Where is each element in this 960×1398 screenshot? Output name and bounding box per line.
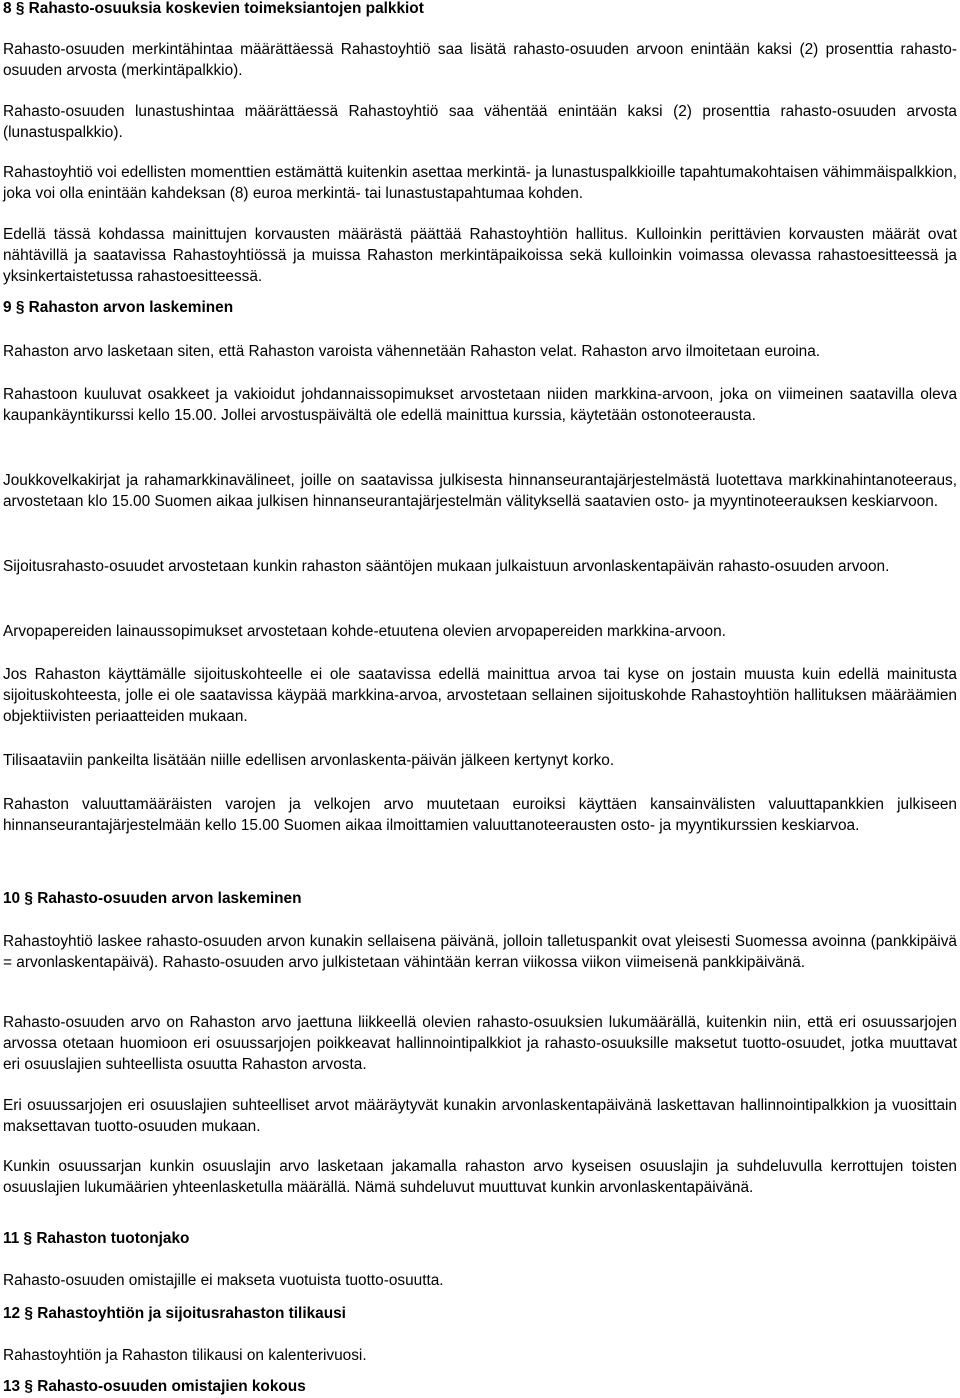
section-heading: 13 § Rahasto-osuuden omistajien kokous [3,1378,306,1395]
paragraph: Rahaston valuuttamääräisten varojen ja velkojen arvo muutetaan euroiksi käyttäen kansainvälisten valuuttapankkien julkiseen hinnanseurantajärjestelmään kello 15.00 Suomen aikaa ilmoittamien valuuttanoteerausten osto- ja myyntikurssien keskiarvoa. [3,796,957,834]
paragraph: Arvopapereiden lainaussopimukset arvostetaan kohde-etuutena olevien arvopapereiden markkina-arvoon. [3,623,726,640]
paragraph: Rahastoyhtiö laskee rahasto-osuuden arvon kunakin sellaisena päivänä, jolloin talletuspankit ovat yleisesti Suomessa avoinna (pankkipäivä = arvonlaskentapäivä). Rahasto-osuuden arvo julkistetaan vähintään kerran viikossa viikon viimeisenä pankkipäivänä. [3,933,957,971]
section-heading: 9 § Rahaston arvon laskeminen [3,299,234,316]
paragraph: Sijoitusrahasto-osuudet arvostetaan kunkin rahaston sääntöjen mukaan julkaistuun arvonlaskentapäivän rahasto-osuuden arvoon. [3,558,890,575]
paragraph: Rahasto-osuuden omistajille ei makseta vuotuista tuotto-osuutta. [3,1272,444,1289]
paragraph: Edellä tässä kohdassa mainittujen korvausten määrästä päättää Rahastoyhtiön hallitus. Kulloinkin perittävien korvausten määrät ovat nähtävillä ja saatavissa Rahastoyhtiössä ja muissa Rahaston merkintäpaikoissa sekä kulloinkin voimassa olevassa rahastoesitteessä ja yksinkertaistetussa rahastoesitteessä. [3,226,957,285]
paragraph: Kunkin osuussarjan kunkin osuuslajin arvo lasketaan jakamalla rahaston arvo kyseisen osuuslajin ja suhdeluvulla kerrottujen toisten osuuslajien lukumäärien yhteenlasketulla määrällä. Nämä suhdeluvut muuttuvat kunkin arvonlaskentapäivänä. [3,1158,957,1196]
section-heading: 8 § Rahasto-osuuksia koskevien toimeksiantojen palkkiot [3,0,424,17]
paragraph: Jos Rahaston käyttämälle sijoituskohteelle ei ole saatavissa edellä mainittua arvoa tai kyse on jostain muusta kuin edellä mainitusta sijoituskohteesta, jolle ei ole saatavissa käypää markkina-arvoa, arvostetaan sellainen sijoituskohde Rahastoyhtiön hallituksen määräämien objektiivisten periaatteiden mukaan. [3,666,957,725]
paragraph: Rahastoyhtiön ja Rahaston tilikausi on kalenterivuosi. [3,1347,367,1364]
paragraph: Rahasto-osuuden arvo on Rahaston arvo jaettuna liikkeellä olevien rahasto-osuuksien lukumäärällä, kuitenkin niin, että eri osuussarjojen arvossa otetaan huomioon eri osuussarjojen poikkeavat hallinnointipalkkiot ja rahasto-osuuksille maksetut tuotto-osuudet, jotka muuttavat eri osuuslajien suhteellista osuutta Rahaston arvosta. [3,1014,957,1073]
paragraph: Rahastoyhtiö voi edellisten momenttien estämättä kuitenkin asettaa merkintä- ja lunastuspalkkioille tapahtumakohtaisen vähimmäispalkkion, joka voi olla enintään kahdeksan (8) euroa merkintä- tai lunastustapahtumaa kohden. [3,164,957,202]
section-heading: 11 § Rahaston tuotonjako [3,1230,190,1247]
paragraph: Rahastoon kuuluvat osakkeet ja vakioidut johdannaissopimukset arvostetaan niiden markkina-arvoon, joka on viimeinen saatavilla oleva kaupankäyntikurssi kello 15.00. Jollei arvostuspäivältä ole edellä mainittua kurssia, käytetään ostonoteerausta. [3,386,957,424]
paragraph: Rahasto-osuuden merkintähintaa määrättäessä Rahastoyhtiö saa lisätä rahasto-osuuden arvoon enintään kaksi (2) prosenttia rahasto-osuuden arvosta (merkintäpalkkio). [3,41,957,79]
paragraph: Tilisaataviin pankeilta lisätään niille edellisen arvonlaskenta-päivän jälkeen kertynyt korko. [3,752,615,769]
section-heading: 10 § Rahasto-osuuden arvon laskeminen [3,890,302,907]
paragraph: Eri osuussarjojen eri osuuslajien suhteelliset arvot määräytyvät kunakin arvonlaskentapäivänä laskettavan hallinnointipalkkion ja vuosittain maksettavan tuotto-osuuden mukaan. [3,1097,957,1135]
paragraph: Rahasto-osuuden lunastushintaa määrättäessä Rahastoyhtiö saa vähentää enintään kaksi (2) prosenttia rahasto-osuuden arvosta (lunastuspalkkio). [3,103,957,141]
paragraph: Rahaston arvo lasketaan siten, että Rahaston varoista vähennetään Rahaston velat. Rahaston arvo ilmoitetaan euroina. [3,343,821,360]
section-heading: 12 § Rahastoyhtiön ja sijoitusrahaston tilikausi [3,1305,346,1322]
paragraph: Joukkovelkakirjat ja rahamarkkinavälineet, joille on saatavissa julkisesta hinnanseurantajärjestelmästä luotettava markkinahintanoteeraus, arvostetaan klo 15.00 Suomen aikaa julkisen hinnanseurantajärjestelmän välityksellä saatavien osto- ja myyntinoteerauksen keskiarvoon. [3,472,957,510]
